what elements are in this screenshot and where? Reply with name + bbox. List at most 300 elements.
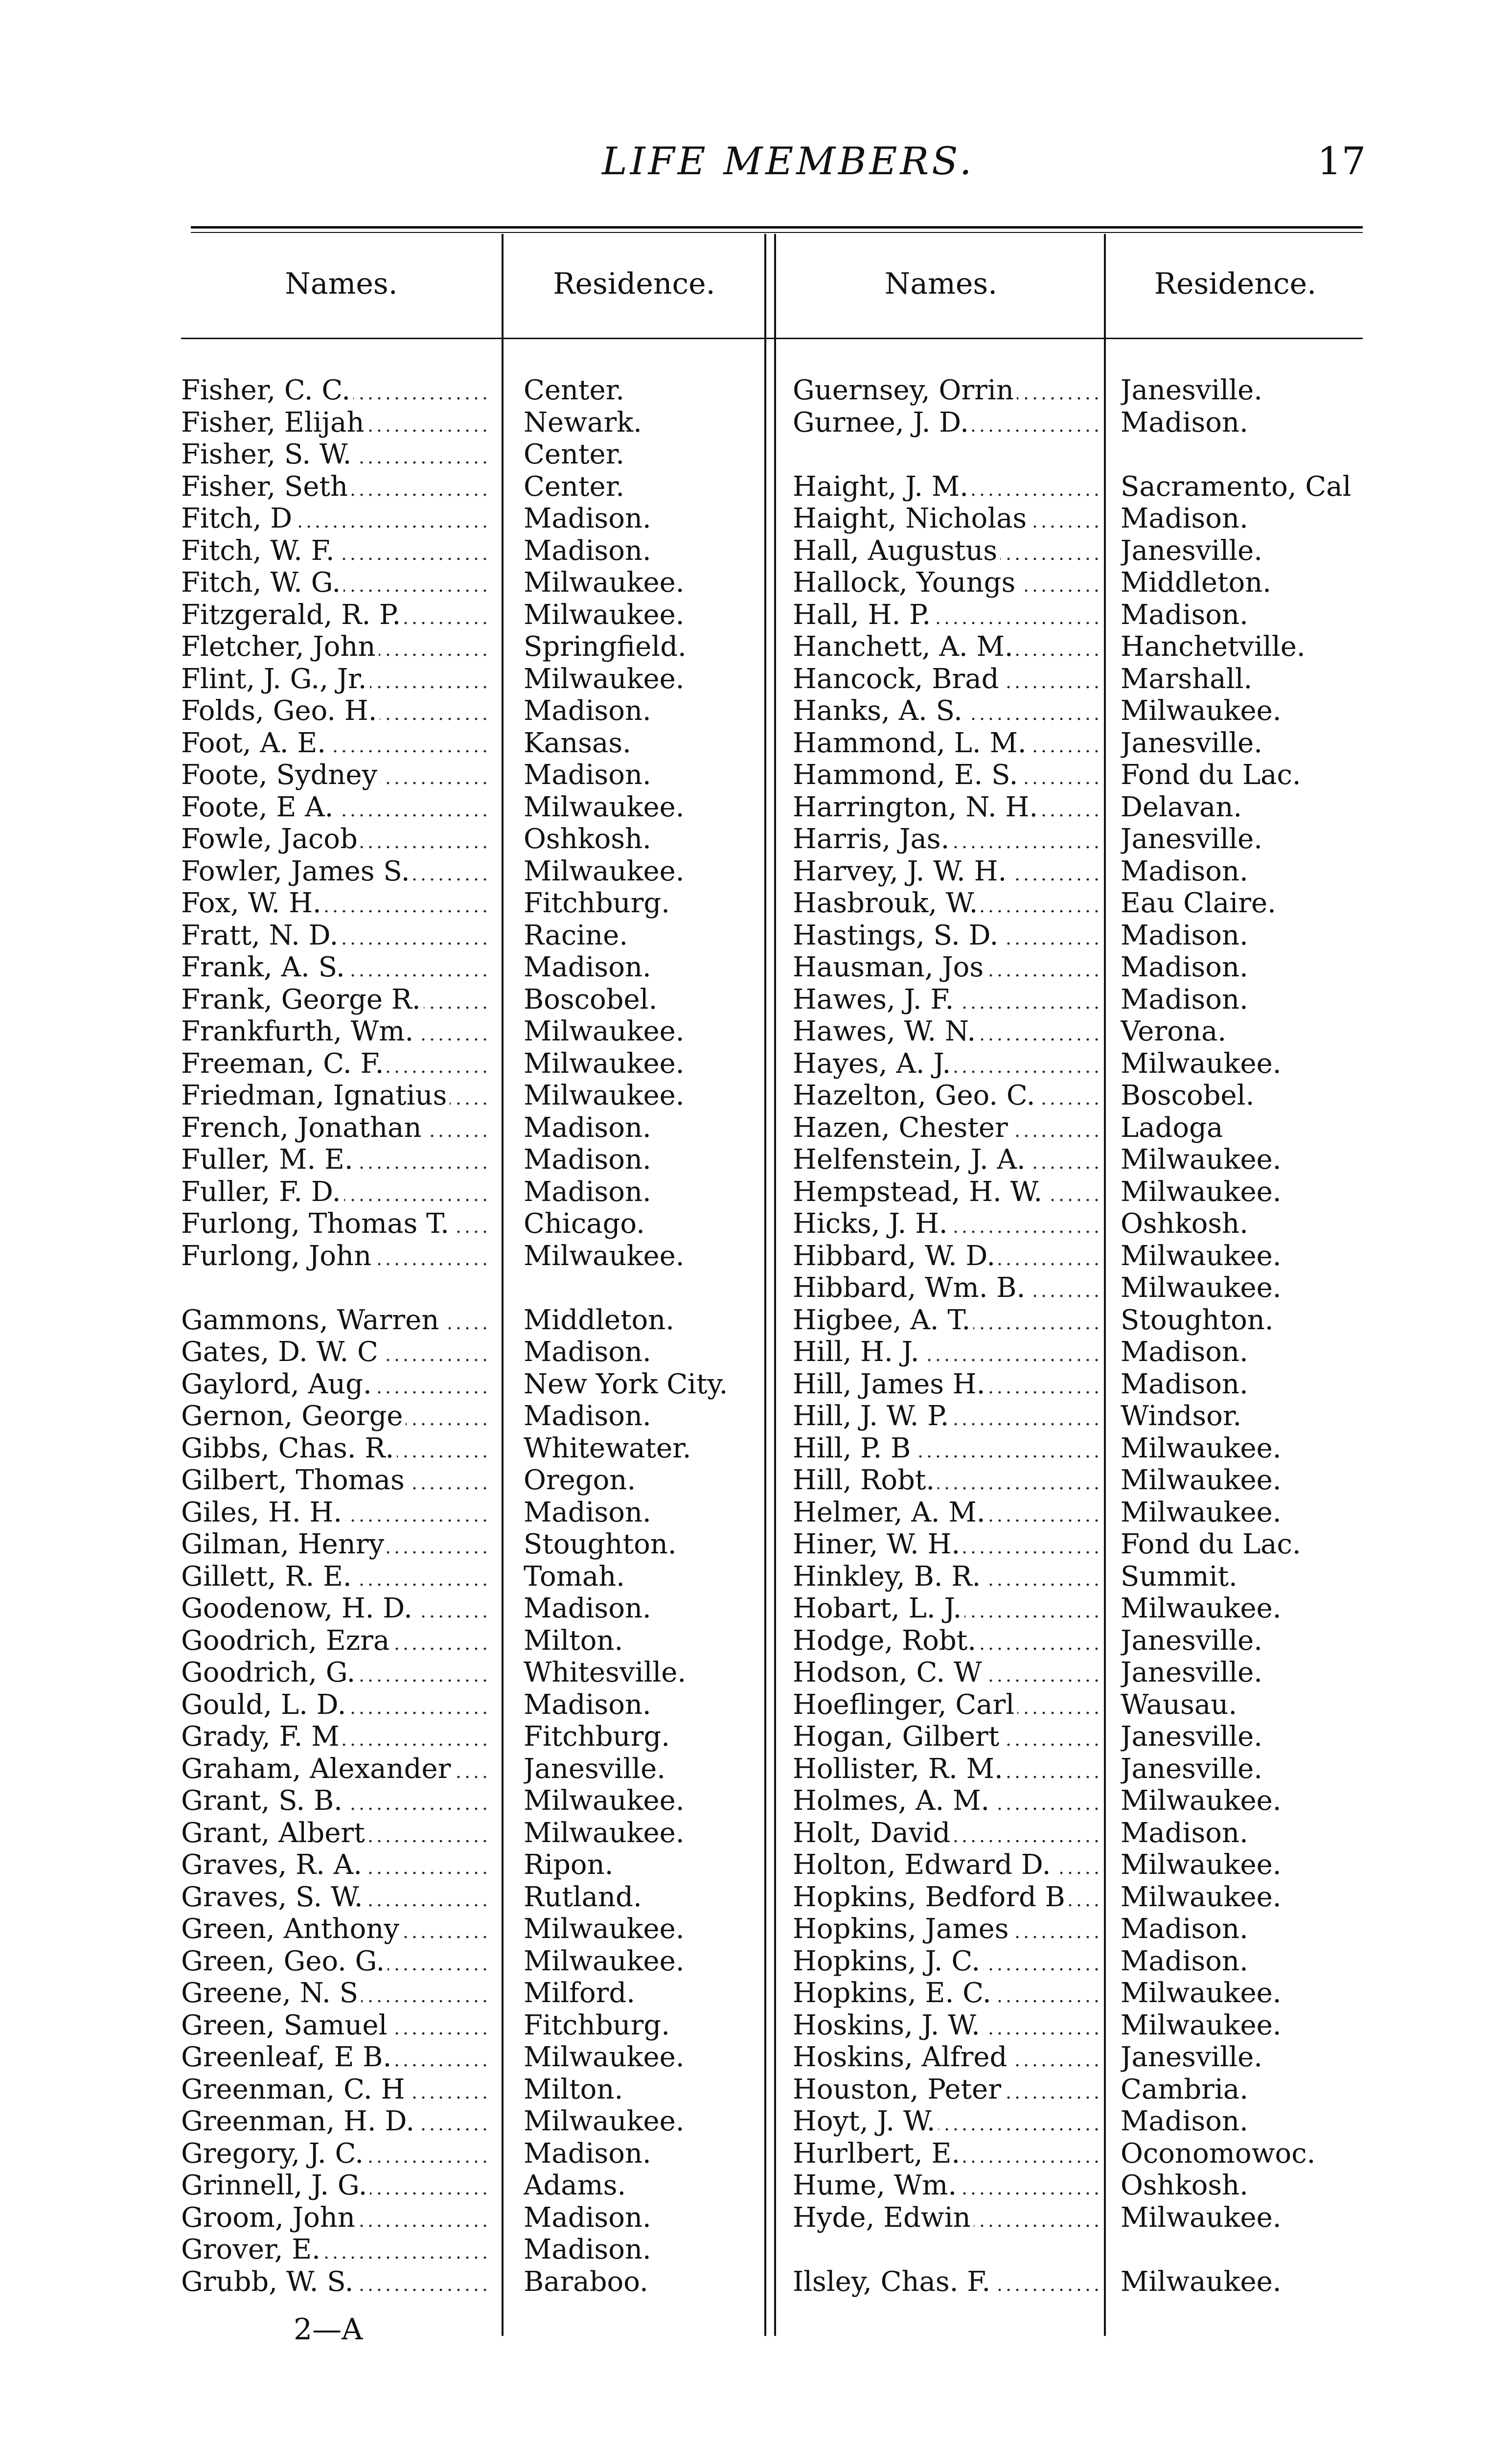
member-name bbox=[793, 1497, 1101, 1529]
member-residence bbox=[524, 374, 728, 407]
member-name bbox=[793, 1048, 1101, 1080]
member-residence bbox=[524, 1721, 728, 1753]
member-residence bbox=[524, 1881, 728, 1914]
member-name-text: Holton, Edward D. bbox=[793, 1849, 1054, 1881]
member-residence bbox=[1121, 1048, 1352, 1080]
member-residence bbox=[524, 407, 728, 439]
member-name-text: Hoyt, J. W. bbox=[793, 2105, 939, 2137]
member-name bbox=[181, 2202, 489, 2234]
blank-row bbox=[1121, 439, 1352, 471]
member-residence bbox=[1121, 503, 1352, 535]
member-residence bbox=[524, 1785, 728, 1817]
member-name bbox=[181, 1176, 489, 1208]
member-residence-text: Milwaukee. bbox=[524, 599, 685, 631]
member-name-text: Holt, David bbox=[793, 1817, 953, 1849]
member-name bbox=[793, 1528, 1101, 1561]
member-residence-text: Madison. bbox=[1121, 1368, 1248, 1400]
member-name-text: Hausman, Jos bbox=[793, 951, 986, 983]
member-name bbox=[793, 1144, 1101, 1176]
member-name bbox=[793, 1689, 1101, 1721]
member-name bbox=[181, 1016, 489, 1048]
member-name-text: Hanchett, A. M. bbox=[793, 631, 1016, 663]
member-name bbox=[793, 855, 1101, 888]
member-residence-text: Summit. bbox=[1121, 1560, 1237, 1593]
member-residence-text: Milwaukee. bbox=[1121, 2265, 1282, 2298]
member-name-text: Hempstead, H. W. bbox=[793, 1176, 1045, 1208]
member-residence bbox=[524, 2202, 728, 2234]
member-name-text: Hume, Wm. bbox=[793, 2170, 960, 2201]
member-name bbox=[793, 1176, 1101, 1208]
member-residence-text: Rutland. bbox=[524, 1881, 642, 1913]
member-residence-text: Kansas. bbox=[524, 727, 631, 759]
member-name-text: Haight, J. M. bbox=[793, 471, 971, 503]
member-residence bbox=[524, 887, 728, 920]
member-residence-text: Madison. bbox=[1121, 951, 1248, 983]
member-residence-text: Milwaukee. bbox=[524, 2041, 685, 2073]
member-residence bbox=[1121, 567, 1352, 599]
header-rule bbox=[181, 338, 1363, 339]
col-header-names-left: Names. bbox=[285, 267, 398, 301]
member-name bbox=[793, 1593, 1101, 1625]
member-residence bbox=[1121, 1240, 1352, 1272]
member-residence-text: Milwaukee. bbox=[1121, 2201, 1282, 2234]
member-name-text: Gilbert, Thomas bbox=[181, 1464, 408, 1496]
member-name bbox=[181, 1977, 489, 2009]
member-name bbox=[181, 1240, 489, 1272]
member-name-text: Fowler, James S. bbox=[181, 855, 413, 887]
member-name bbox=[793, 2009, 1101, 2042]
member-residence bbox=[524, 823, 728, 855]
member-name-text: Hopkins, E. C. bbox=[793, 1977, 994, 2009]
member-residence-text: Newark. bbox=[524, 406, 642, 439]
member-name bbox=[793, 1368, 1101, 1401]
member-name bbox=[181, 1817, 489, 1849]
member-name bbox=[181, 2234, 489, 2266]
member-name bbox=[181, 920, 489, 952]
member-residence bbox=[524, 1048, 728, 1080]
member-residence-text: Tomah. bbox=[524, 1560, 625, 1593]
member-residence-text: Janesville. bbox=[1121, 1624, 1263, 1657]
member-residence bbox=[524, 2170, 728, 2202]
member-name-text: Foot, A. E. bbox=[181, 727, 329, 759]
member-name bbox=[793, 1849, 1101, 1881]
member-residence bbox=[1121, 1432, 1352, 1465]
member-residence-text: Windsor. bbox=[1121, 1400, 1242, 1432]
member-residence-text: Milwaukee. bbox=[1121, 1977, 1282, 2009]
member-residence bbox=[1121, 1561, 1352, 1593]
member-name bbox=[793, 2266, 1101, 2298]
member-residence-text: Madison. bbox=[1121, 919, 1248, 951]
member-name bbox=[793, 374, 1101, 407]
member-name bbox=[181, 1208, 489, 1240]
member-residence bbox=[524, 631, 728, 663]
member-residence-text: Madison. bbox=[524, 1176, 651, 1208]
member-name bbox=[793, 984, 1101, 1016]
member-name bbox=[181, 1080, 489, 1112]
member-name-text: Hill, H. J. bbox=[793, 1336, 922, 1368]
member-name-text: Hodson, C. W bbox=[793, 1657, 985, 1688]
member-residence bbox=[1121, 1144, 1352, 1176]
member-residence bbox=[1121, 1977, 1352, 2009]
member-residence-text: Milwaukee. bbox=[524, 2105, 685, 2137]
member-residence bbox=[524, 1593, 728, 1625]
member-residence-text: Milwaukee. bbox=[524, 663, 685, 695]
member-residence bbox=[524, 1368, 728, 1401]
member-name bbox=[181, 1144, 489, 1176]
member-residence-text: Milwaukee. bbox=[1121, 1240, 1282, 1272]
member-name bbox=[181, 2041, 489, 2074]
member-residence-text: Center. bbox=[524, 374, 625, 406]
member-residence-text: Milwaukee. bbox=[524, 1945, 685, 1977]
member-name-text: Goodrich, G. bbox=[181, 1657, 358, 1688]
member-residence-text: Milford. bbox=[524, 1977, 636, 2009]
blank-row bbox=[793, 2234, 1101, 2266]
member-name-text: Hanks, A. S. bbox=[793, 695, 965, 727]
member-name bbox=[793, 599, 1101, 631]
member-residence-text: New York City. bbox=[524, 1368, 728, 1400]
member-name-text: Furlong, Thomas T. bbox=[181, 1208, 452, 1240]
member-name-text: Helmer, A. M. bbox=[793, 1497, 988, 1528]
member-residence-text: Milwaukee. bbox=[524, 1047, 685, 1080]
member-name bbox=[793, 1304, 1101, 1337]
member-residence-text: Madison. bbox=[1121, 1945, 1248, 1977]
member-name-text: Folds, Geo. H. bbox=[181, 695, 380, 727]
member-residence bbox=[1121, 759, 1352, 791]
member-residence bbox=[524, 1913, 728, 1945]
member-residence-text: Stoughton. bbox=[524, 1528, 677, 1560]
member-name bbox=[793, 1625, 1101, 1657]
member-name bbox=[181, 791, 489, 824]
member-name-text: Gillett, R. E. bbox=[181, 1561, 355, 1593]
member-name-text: Helfenstein, J. A. bbox=[793, 1144, 1029, 1176]
member-name-text: Greenman, C. H bbox=[181, 2074, 408, 2105]
member-name-text: Harvey, J. W. H. bbox=[793, 855, 1009, 887]
member-name bbox=[793, 2041, 1101, 2074]
member-name-text: Freeman, C. F. bbox=[181, 1048, 387, 1080]
member-name-text: Greene, N. S bbox=[181, 1977, 361, 2009]
member-residence-text: Verona. bbox=[1121, 1016, 1227, 1047]
member-residence-text: Madison. bbox=[1121, 1817, 1248, 1849]
member-residence bbox=[1121, 1080, 1352, 1112]
member-residence-text: Milwaukee. bbox=[524, 567, 685, 599]
member-residence-text: Madison. bbox=[1121, 2105, 1248, 2137]
member-residence bbox=[1121, 2138, 1352, 2170]
member-residence bbox=[1121, 1785, 1352, 1817]
member-name-text: Hill, Robt. bbox=[793, 1464, 938, 1496]
member-residence bbox=[524, 951, 728, 984]
member-residence bbox=[524, 1561, 728, 1593]
member-residence-text: Milwaukee. bbox=[1121, 1849, 1282, 1881]
member-residence-text: Madison. bbox=[524, 951, 651, 983]
member-name bbox=[181, 2138, 489, 2170]
member-name bbox=[793, 1945, 1101, 1978]
member-residence-text: Madison. bbox=[1121, 1336, 1248, 1368]
member-name bbox=[793, 695, 1101, 727]
member-residence-text: Whitewater. bbox=[524, 1432, 691, 1464]
member-residence-text: Fitchburg. bbox=[524, 1721, 670, 1753]
running-title: LIFE MEMBERS. bbox=[602, 139, 975, 184]
member-name bbox=[181, 887, 489, 920]
member-name-text: Graham, Alexander bbox=[181, 1753, 454, 1785]
member-name-text: Grady, F. M bbox=[181, 1721, 343, 1753]
member-residence bbox=[1121, 2041, 1352, 2074]
member-name bbox=[181, 503, 489, 535]
left-residence-column bbox=[524, 374, 728, 2298]
member-residence-text: Hanchetville. bbox=[1121, 631, 1306, 663]
member-name-text: Gould, L. D. bbox=[181, 1689, 349, 1721]
member-residence bbox=[524, 1240, 728, 1272]
member-residence bbox=[1121, 984, 1352, 1016]
member-name-text: Hill, J. W. P. bbox=[793, 1400, 952, 1432]
member-residence-text: Center. bbox=[524, 470, 625, 503]
member-residence bbox=[524, 759, 728, 791]
member-residence bbox=[524, 2041, 728, 2074]
member-name-text: Fox, W. H. bbox=[181, 887, 324, 919]
member-name-text: Hogan, Gilbert bbox=[793, 1721, 1002, 1753]
member-residence-text: Stoughton. bbox=[1121, 1304, 1274, 1336]
member-name-text: Hiner, W. H. bbox=[793, 1528, 963, 1560]
member-residence bbox=[1121, 1304, 1352, 1337]
member-residence bbox=[524, 984, 728, 1016]
member-name-text: Green, Anthony bbox=[181, 1913, 402, 1945]
member-residence-text: Madison. bbox=[524, 2137, 651, 2170]
member-residence-text: Janesville. bbox=[1121, 1657, 1263, 1688]
member-name bbox=[793, 1785, 1101, 1817]
member-residence bbox=[1121, 471, 1352, 503]
member-name-text: Hibbard, Wm. B. bbox=[793, 1272, 1028, 1304]
member-residence bbox=[1121, 631, 1352, 663]
member-name bbox=[181, 984, 489, 1016]
member-name bbox=[793, 535, 1101, 567]
member-name bbox=[181, 951, 489, 984]
member-name-text: French, Jonathan bbox=[181, 1112, 425, 1144]
left-names-column bbox=[181, 374, 489, 2298]
member-residence-text: Boscobel. bbox=[1121, 1080, 1255, 1111]
member-residence-text: Milwaukee. bbox=[524, 1785, 685, 1817]
member-residence-text: Center. bbox=[524, 439, 625, 470]
member-name bbox=[181, 1593, 489, 1625]
member-name bbox=[793, 1464, 1101, 1497]
member-residence-text: Madison. bbox=[524, 1144, 651, 1176]
member-residence bbox=[1121, 1849, 1352, 1881]
member-name-text: Fitch, D bbox=[181, 503, 295, 534]
member-name-text: Hopkins, J. C. bbox=[793, 1945, 983, 1977]
member-residence bbox=[524, 1753, 728, 1785]
member-name bbox=[181, 855, 489, 888]
member-name-text: Hazen, Chester bbox=[793, 1112, 1011, 1144]
member-name bbox=[181, 1048, 489, 1080]
member-name-text: Grover, E. bbox=[181, 2234, 323, 2265]
member-name bbox=[793, 1881, 1101, 1914]
member-name-text: Giles, H. H. bbox=[181, 1497, 345, 1528]
member-residence bbox=[524, 1689, 728, 1721]
member-residence-text: Janesville. bbox=[1121, 2041, 1263, 2073]
member-name-text: Graves, S. W. bbox=[181, 1881, 366, 1913]
member-residence-text: Janesville. bbox=[1121, 823, 1263, 855]
member-name-text: Fitch, W. F. bbox=[181, 535, 338, 567]
member-residence-text: Springfield. bbox=[524, 631, 687, 663]
member-name bbox=[181, 1625, 489, 1657]
member-residence-text: Madison. bbox=[524, 2234, 651, 2265]
member-residence-text: Milwaukee. bbox=[1121, 1432, 1282, 1464]
member-name bbox=[181, 1721, 489, 1753]
member-name bbox=[793, 2138, 1101, 2170]
member-residence-text: Madison. bbox=[1121, 855, 1248, 887]
member-residence bbox=[1121, 599, 1352, 631]
member-residence-text: Racine. bbox=[524, 919, 628, 951]
member-residence-text: Milwaukee. bbox=[1121, 1047, 1282, 1080]
member-residence bbox=[524, 1432, 728, 1465]
member-name-text: Grant, Albert bbox=[181, 1817, 368, 1849]
member-name bbox=[181, 663, 489, 695]
member-name-text: Hinkley, B. R. bbox=[793, 1561, 984, 1593]
member-residence bbox=[1121, 1625, 1352, 1657]
member-residence-text: Fitchburg. bbox=[524, 2009, 670, 2041]
member-residence-text: Middleton. bbox=[524, 1304, 675, 1336]
member-name-text: Hibbard, W. D. bbox=[793, 1240, 998, 1272]
member-name-text: Hayes, A. J. bbox=[793, 1048, 954, 1080]
member-name-text: Frankfurth, Wm. bbox=[181, 1016, 416, 1047]
member-name bbox=[181, 1881, 489, 1914]
member-residence-text: Milwaukee. bbox=[524, 791, 685, 823]
member-name bbox=[793, 2105, 1101, 2138]
member-name-text: Fisher, Elijah bbox=[181, 407, 367, 439]
member-residence-text: Milwaukee. bbox=[1121, 1593, 1282, 1624]
member-name-text: Fisher, C. C. bbox=[181, 374, 353, 406]
member-name-text: Hurlbert, E. bbox=[793, 2138, 963, 2170]
member-residence-text: Delavan. bbox=[1121, 791, 1242, 823]
member-residence bbox=[1121, 1208, 1352, 1240]
member-name bbox=[181, 1464, 489, 1497]
member-residence bbox=[1121, 951, 1352, 984]
member-name-text: Fratt, N. D. bbox=[181, 920, 341, 951]
member-residence bbox=[1121, 791, 1352, 824]
member-residence bbox=[524, 1400, 728, 1432]
member-residence bbox=[524, 1304, 728, 1337]
member-name-text: Hyde, Edwin bbox=[793, 2202, 974, 2234]
member-residence bbox=[1121, 1528, 1352, 1561]
member-residence bbox=[1121, 1497, 1352, 1529]
member-name bbox=[181, 374, 489, 407]
member-name-text: Harrington, N. H. bbox=[793, 791, 1041, 823]
member-residence-text: Madison. bbox=[524, 1400, 651, 1432]
member-name bbox=[793, 407, 1101, 439]
member-residence-text: Cambria. bbox=[1121, 2073, 1249, 2105]
member-residence bbox=[1121, 535, 1352, 567]
member-name-text: Guernsey, Orrin bbox=[793, 374, 1017, 406]
member-name bbox=[793, 823, 1101, 855]
member-residence-text: Milton. bbox=[524, 2073, 623, 2105]
member-name-text: Higbee, A. T. bbox=[793, 1304, 973, 1336]
member-residence-text: Madison. bbox=[524, 503, 651, 534]
member-name-text: Hawes, J. F. bbox=[793, 984, 957, 1016]
member-residence bbox=[524, 1144, 728, 1176]
member-residence bbox=[1121, 1400, 1352, 1432]
member-name-text: Fisher, S. W. bbox=[181, 439, 354, 470]
column-divider-left bbox=[502, 234, 504, 2336]
member-residence-text: Oregon. bbox=[524, 1464, 636, 1496]
member-name bbox=[793, 503, 1101, 535]
member-residence bbox=[1121, 695, 1352, 727]
member-name bbox=[793, 759, 1101, 791]
member-name bbox=[181, 439, 489, 471]
member-residence-text: Madison. bbox=[524, 1111, 651, 1144]
member-name bbox=[793, 727, 1101, 760]
member-name-text: Gammons, Warren bbox=[181, 1304, 442, 1336]
member-residence-text: Milwaukee. bbox=[1121, 1176, 1282, 1208]
member-name-text: Greenman, H. D. bbox=[181, 2105, 417, 2137]
member-name bbox=[181, 1913, 489, 1945]
member-residence bbox=[524, 503, 728, 535]
member-name-text: Houston, Peter bbox=[793, 2074, 1004, 2105]
blank-row bbox=[793, 439, 1101, 471]
right-residence-column bbox=[1121, 374, 1352, 2298]
member-residence bbox=[524, 2074, 728, 2106]
member-name-text: Hazelton, Geo. C. bbox=[793, 1080, 1038, 1111]
member-name bbox=[793, 887, 1101, 920]
member-residence bbox=[1121, 407, 1352, 439]
member-residence bbox=[1121, 2074, 1352, 2106]
column-divider-center-b bbox=[774, 234, 776, 2336]
member-name bbox=[181, 1945, 489, 1978]
member-name-text: Hammond, E. S. bbox=[793, 759, 1021, 791]
member-residence-text: Milwaukee. bbox=[1121, 1272, 1282, 1304]
top-rule-thick bbox=[191, 226, 1363, 229]
member-name bbox=[181, 1432, 489, 1465]
member-residence-text: Milwaukee. bbox=[1121, 1881, 1282, 1913]
member-residence-text: Milwaukee. bbox=[1121, 695, 1282, 727]
member-name bbox=[181, 1753, 489, 1785]
member-name-text: Furlong, John bbox=[181, 1240, 374, 1272]
member-name-text: Holmes, A. M. bbox=[793, 1785, 992, 1817]
member-residence bbox=[524, 2234, 728, 2266]
member-name-text: Fletcher, John bbox=[181, 631, 379, 663]
col-header-names-right: Names. bbox=[884, 267, 998, 301]
member-name bbox=[793, 1432, 1101, 1465]
member-residence bbox=[1121, 823, 1352, 855]
member-name bbox=[181, 2105, 489, 2138]
member-residence-text: Milwaukee. bbox=[524, 1016, 685, 1047]
member-residence-text: Milwaukee. bbox=[524, 1817, 685, 1849]
member-name-text: Hall, H. P. bbox=[793, 599, 934, 631]
member-name-text: Hopkins, James bbox=[793, 1913, 1011, 1945]
member-residence-text: Milwaukee. bbox=[1121, 1496, 1282, 1528]
member-name bbox=[181, 471, 489, 503]
member-residence bbox=[1121, 727, 1352, 760]
member-residence bbox=[524, 663, 728, 695]
member-name-text: Fitch, W. G. bbox=[181, 567, 344, 599]
member-name-text: Hicks, J. H. bbox=[793, 1208, 951, 1240]
member-residence bbox=[1121, 2105, 1352, 2138]
member-name bbox=[793, 2074, 1101, 2106]
member-residence-text: Janesville. bbox=[524, 1753, 666, 1785]
member-residence-text: Janesville. bbox=[1121, 1721, 1263, 1753]
member-residence bbox=[524, 1464, 728, 1497]
member-residence bbox=[1121, 1689, 1352, 1721]
column-divider-center-a bbox=[764, 234, 766, 2336]
member-name-text: Hollister, R. M. bbox=[793, 1753, 1006, 1785]
member-name bbox=[793, 1272, 1101, 1304]
col-header-residence-right: Residence. bbox=[1154, 267, 1317, 301]
blank-row bbox=[524, 1272, 728, 1304]
member-name-text: Gaylord, Aug. bbox=[181, 1368, 375, 1400]
member-name-text: Gates, D. W. C bbox=[181, 1336, 381, 1368]
right-names-column bbox=[793, 374, 1101, 2298]
member-residence bbox=[1121, 2170, 1352, 2202]
member-name bbox=[181, 1689, 489, 1721]
member-residence-text: Madison. bbox=[1121, 406, 1248, 439]
member-residence-text: Madison. bbox=[524, 759, 651, 791]
